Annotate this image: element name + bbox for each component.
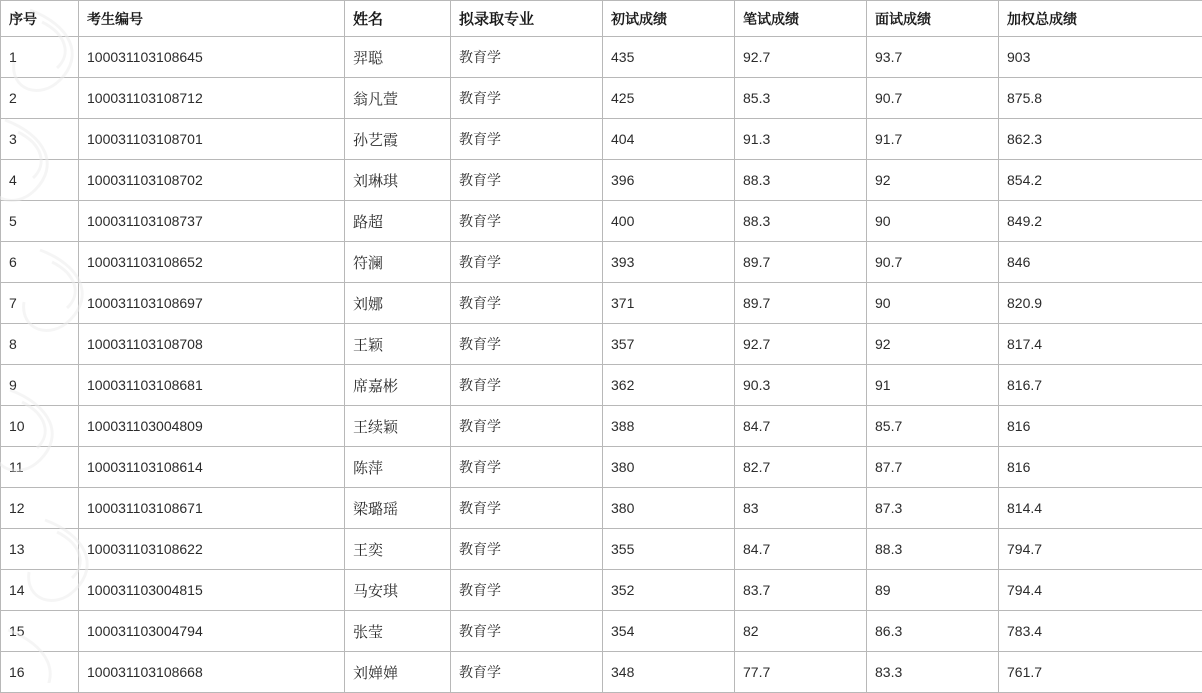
cell-written-score: 89.7 [735,283,867,324]
cell-preliminary-score: 435 [603,37,735,78]
cell-weighted-total: 862.3 [999,119,1202,160]
cell-candidate-number: 100031103108697 [79,283,345,324]
cell-major: 教育学 [451,652,603,693]
cell-name: 王续颖 [345,406,451,447]
cell-candidate-number: 100031103108712 [79,78,345,119]
cell-major: 教育学 [451,611,603,652]
cell-weighted-total: 816.7 [999,365,1202,406]
cell-written-score: 89.7 [735,242,867,283]
cell-written-score: 88.3 [735,160,867,201]
cell-written-score: 88.3 [735,201,867,242]
cell-index: 16 [1,652,79,693]
cell-index: 3 [1,119,79,160]
cell-interview-score: 93.7 [867,37,999,78]
cell-weighted-total: 817.4 [999,324,1202,365]
cell-interview-score: 90.7 [867,242,999,283]
cell-written-score: 92.7 [735,37,867,78]
cell-preliminary-score: 388 [603,406,735,447]
table-row [1,488,1202,529]
table-row [1,611,1202,652]
cell-major: 教育学 [451,324,603,365]
cell-index: 1 [1,37,79,78]
cell-preliminary-score: 354 [603,611,735,652]
table-row [1,201,1202,242]
cell-name: 路超 [345,201,451,242]
cell-preliminary-score: 362 [603,365,735,406]
cell-major: 教育学 [451,447,603,488]
cell-candidate-number: 100031103108652 [79,242,345,283]
column-header-preliminary-score: 初试成绩 [603,1,735,37]
cell-preliminary-score: 380 [603,488,735,529]
table-row [1,119,1202,160]
cell-interview-score: 91 [867,365,999,406]
cell-weighted-total: 783.4 [999,611,1202,652]
cell-name: 梁璐瑶 [345,488,451,529]
cell-written-score: 83.7 [735,570,867,611]
cell-interview-score: 87.7 [867,447,999,488]
cell-preliminary-score: 355 [603,529,735,570]
cell-candidate-number: 100031103108671 [79,488,345,529]
cell-interview-score: 90 [867,201,999,242]
cell-weighted-total: 794.7 [999,529,1202,570]
cell-preliminary-score: 348 [603,652,735,693]
table-row [1,324,1202,365]
cell-index: 9 [1,365,79,406]
cell-index: 8 [1,324,79,365]
cell-candidate-number: 100031103108737 [79,201,345,242]
table-row [1,570,1202,611]
cell-weighted-total: 903 [999,37,1202,78]
table-row [1,447,1202,488]
cell-index: 4 [1,160,79,201]
cell-weighted-total: 814.4 [999,488,1202,529]
table-row [1,37,1202,78]
cell-interview-score: 91.7 [867,119,999,160]
cell-interview-score: 90.7 [867,78,999,119]
cell-interview-score: 88.3 [867,529,999,570]
cell-weighted-total: 846 [999,242,1202,283]
cell-major: 教育学 [451,570,603,611]
cell-index: 14 [1,570,79,611]
cell-written-score: 84.7 [735,529,867,570]
cell-interview-score: 86.3 [867,611,999,652]
cell-written-score: 90.3 [735,365,867,406]
cell-weighted-total: 761.7 [999,652,1202,693]
column-header-index: 序号 [1,1,79,37]
cell-index: 13 [1,529,79,570]
table-row [1,652,1202,693]
cell-index: 5 [1,201,79,242]
cell-written-score: 92.7 [735,324,867,365]
cell-major: 教育学 [451,406,603,447]
cell-preliminary-score: 425 [603,78,735,119]
cell-major: 教育学 [451,488,603,529]
cell-candidate-number: 100031103108681 [79,365,345,406]
table-row [1,283,1202,324]
cell-interview-score: 90 [867,283,999,324]
cell-preliminary-score: 371 [603,283,735,324]
cell-candidate-number: 100031103108701 [79,119,345,160]
cell-interview-score: 85.7 [867,406,999,447]
cell-interview-score: 89 [867,570,999,611]
cell-index: 10 [1,406,79,447]
table-header-row [1,1,1202,37]
table-row [1,78,1202,119]
cell-major: 教育学 [451,119,603,160]
cell-candidate-number: 100031103004794 [79,611,345,652]
cell-candidate-number: 100031103004809 [79,406,345,447]
column-header-major: 拟录取专业 [451,1,603,37]
cell-preliminary-score: 380 [603,447,735,488]
cell-name: 马安琪 [345,570,451,611]
table-row [1,160,1202,201]
cell-name: 翁凡萱 [345,78,451,119]
cell-major: 教育学 [451,201,603,242]
cell-major: 教育学 [451,37,603,78]
cell-index: 15 [1,611,79,652]
cell-name: 席嘉彬 [345,365,451,406]
cell-weighted-total: 794.4 [999,570,1202,611]
cell-name: 刘婵婵 [345,652,451,693]
cell-preliminary-score: 404 [603,119,735,160]
cell-weighted-total: 820.9 [999,283,1202,324]
cell-name: 羿聪 [345,37,451,78]
cell-name: 孙艺霞 [345,119,451,160]
cell-name: 刘琳琪 [345,160,451,201]
cell-index: 11 [1,447,79,488]
cell-candidate-number: 100031103108645 [79,37,345,78]
cell-index: 2 [1,78,79,119]
cell-preliminary-score: 396 [603,160,735,201]
column-header-interview-score: 面试成绩 [867,1,999,37]
table-header [1,1,1202,37]
cell-written-score: 84.7 [735,406,867,447]
cell-major: 教育学 [451,365,603,406]
cell-preliminary-score: 393 [603,242,735,283]
cell-weighted-total: 816 [999,447,1202,488]
table-body [1,37,1202,693]
cell-index: 6 [1,242,79,283]
cell-candidate-number: 100031103108614 [79,447,345,488]
table-row [1,365,1202,406]
cell-interview-score: 92 [867,160,999,201]
cell-interview-score: 83.3 [867,652,999,693]
cell-name: 刘娜 [345,283,451,324]
cell-written-score: 82.7 [735,447,867,488]
cell-written-score: 91.3 [735,119,867,160]
cell-major: 教育学 [451,160,603,201]
cell-name: 符澜 [345,242,451,283]
cell-candidate-number: 100031103108668 [79,652,345,693]
cell-written-score: 82 [735,611,867,652]
cell-name: 王奕 [345,529,451,570]
cell-weighted-total: 875.8 [999,78,1202,119]
table-row [1,242,1202,283]
cell-written-score: 85.3 [735,78,867,119]
cell-candidate-number: 100031103004815 [79,570,345,611]
cell-interview-score: 92 [867,324,999,365]
cell-name: 张莹 [345,611,451,652]
cell-weighted-total: 849.2 [999,201,1202,242]
cell-preliminary-score: 357 [603,324,735,365]
cell-major: 教育学 [451,529,603,570]
cell-candidate-number: 100031103108622 [79,529,345,570]
cell-major: 教育学 [451,242,603,283]
cell-candidate-number: 100031103108708 [79,324,345,365]
cell-weighted-total: 816 [999,406,1202,447]
cell-interview-score: 87.3 [867,488,999,529]
cell-preliminary-score: 352 [603,570,735,611]
cell-name: 王颖 [345,324,451,365]
cell-weighted-total: 854.2 [999,160,1202,201]
cell-name: 陈萍 [345,447,451,488]
cell-written-score: 83 [735,488,867,529]
cell-index: 12 [1,488,79,529]
column-header-candidate-number: 考生编号 [79,1,345,37]
column-header-weighted-total: 加权总成绩 [999,1,1202,37]
cell-index: 7 [1,283,79,324]
column-header-name: 姓名 [345,1,451,37]
cell-major: 教育学 [451,78,603,119]
cell-written-score: 77.7 [735,652,867,693]
cell-major: 教育学 [451,283,603,324]
table-row [1,529,1202,570]
column-header-written-score: 笔试成绩 [735,1,867,37]
cell-preliminary-score: 400 [603,201,735,242]
table-row [1,406,1202,447]
cell-candidate-number: 100031103108702 [79,160,345,201]
